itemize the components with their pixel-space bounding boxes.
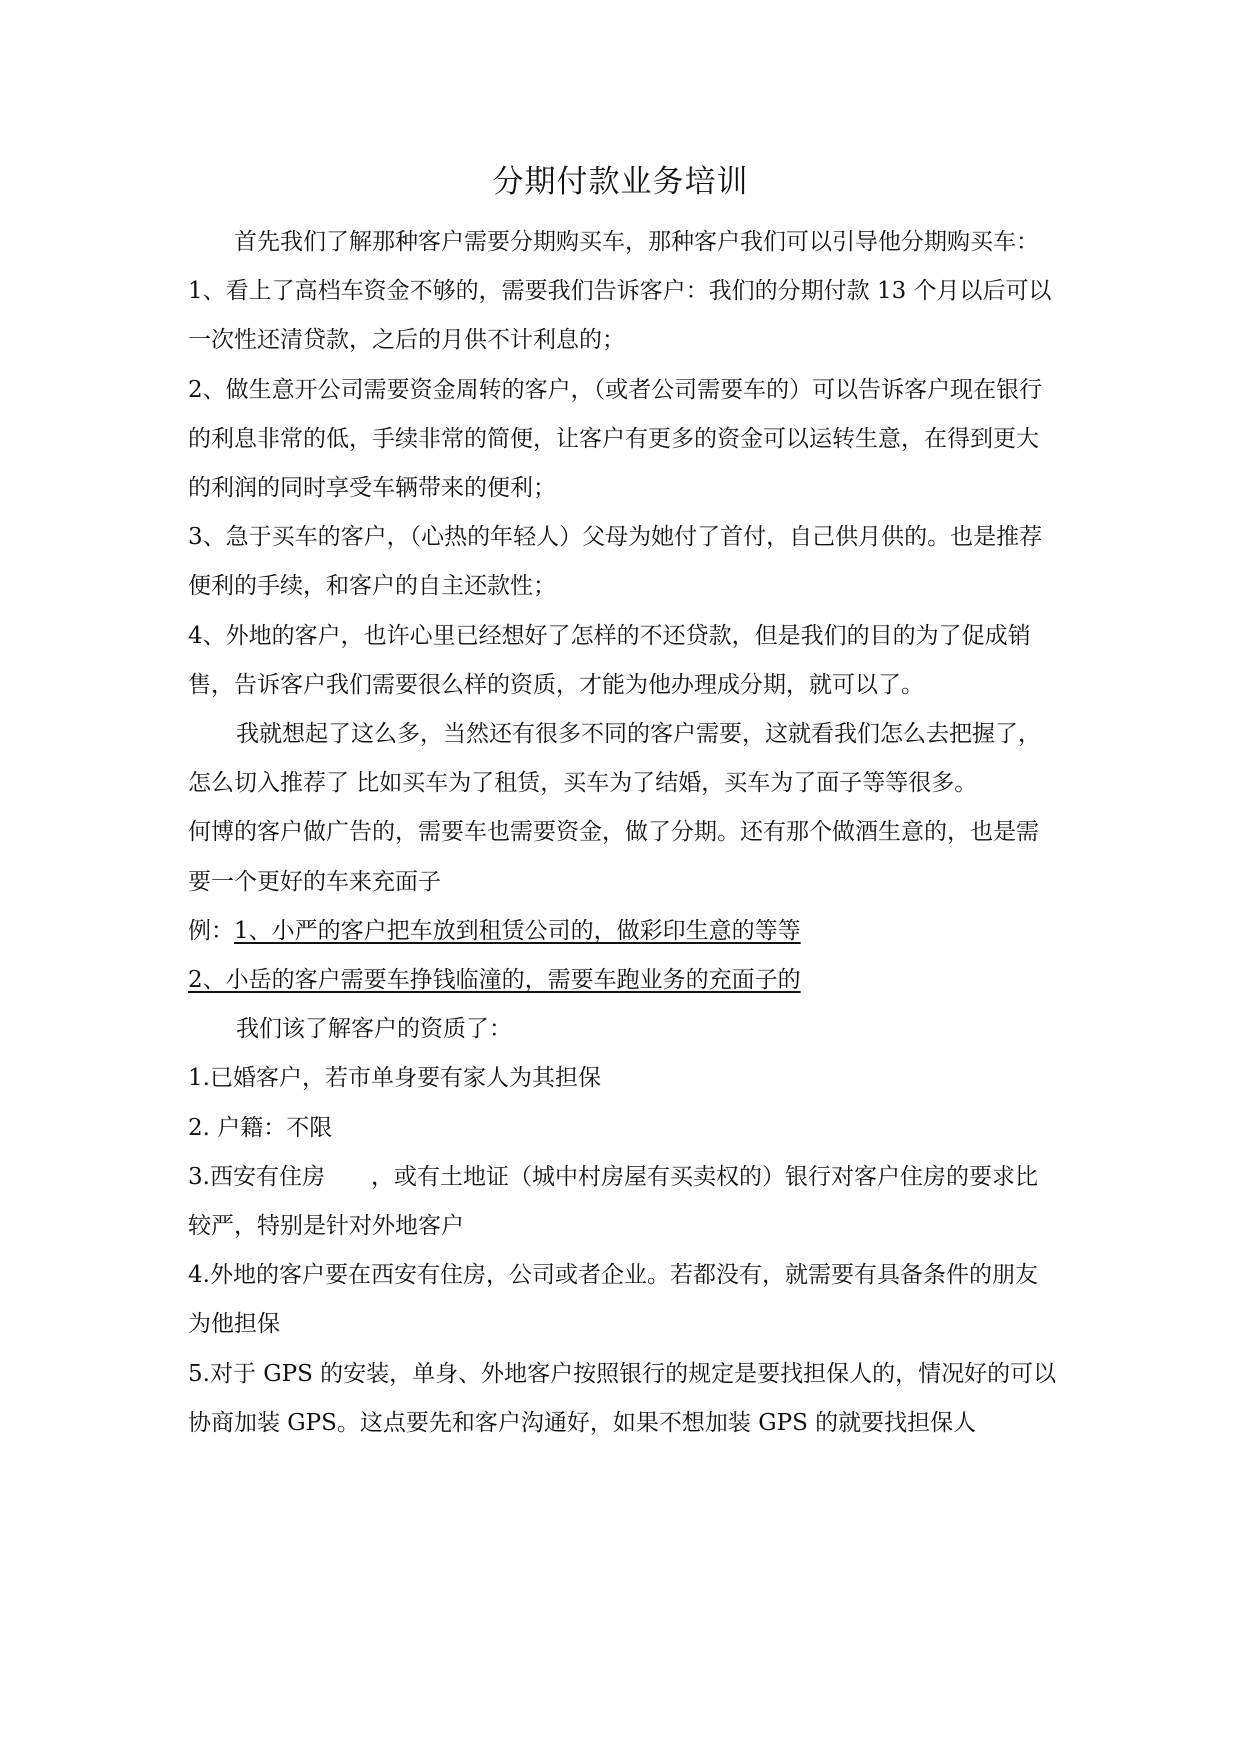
- paragraph-intro: 首先我们了解那种客户需要分期购买车，那种客户我们可以引导他分期购买车：: [234, 229, 1039, 255]
- document-body: [188, 218, 1058, 1448]
- paragraph-item-4: 4、外地的客户，也许心里已经想好了怎样的不还贷款，但是我们的目的为了促成销售，告诉客户我们需要很么样的资质，才能为他办理成分期，就可以了。: [188, 622, 1031, 698]
- example-2: 2、小岳的客户需要车挣钱临潼的，需要车跑业务的充面子的: [188, 967, 801, 994]
- qualification-3: 3.西安有住房 ，或有土地证（城中村房屋有买卖权的）银行对客户住房的要求比较严，特别是针对外地客户: [188, 1163, 1038, 1240]
- example-line-1: [188, 907, 1058, 956]
- example-prefix: 例：: [188, 917, 234, 944]
- qualification-5: 5.对于 GPS 的安装，单身、外地客户按照银行的规定是要找担保人的，情况好的可以协商加装 GPS。这点要先和客户沟通好，如果不想加装 GPS 的就要找担保人: [188, 1360, 1057, 1436]
- example-1: 1、小严的客户把车放到租赁公司的，做彩印生意的等等: [234, 917, 801, 944]
- qualification-2: 2. 户籍：不限: [188, 1114, 333, 1141]
- example-line-2: [188, 956, 1058, 1005]
- paragraph-item-3: 3、急于买车的客户，（心热的年轻人）父母为她付了首付，自己供月供的。也是推荐便利的手续，和客户的自主还款性；: [188, 524, 1043, 600]
- qualification-4: 4.外地的客户要在西安有住房，公司或者企业。若都没有，就需要有具备条件的朋友为他担保: [188, 1262, 1038, 1338]
- document-title: 分期付款业务培训: [492, 164, 749, 200]
- paragraph-item-1: 1、看上了高档车资金不够的，需要我们告诉客户：我们的分期付款 13 个月以后可以一次性还清贷款，之后的月供不计利息的；: [188, 278, 1052, 354]
- qualification-1: 1.已婚客户，若市单身要有家人为其担保: [188, 1065, 601, 1092]
- paragraph-summary: 我就想起了这么多，当然还有很多不同的客户需要，这就看我们怎么去把握了，怎么切入推荐了 比如买车为了租赁，买车为了结婚，买车为了面子等等很多。: [188, 721, 1041, 797]
- qualification-intro: 我们该了解客户的资质了：: [236, 1016, 512, 1043]
- paragraph-item-2: 2、做生意开公司需要资金周转的客户，（或者公司需要车的）可以告诉客户现在银行的利息非常的低，手续非常的简便，让客户有更多的资金可以运转生意，在得到更大的利润的同时享受车辆带来的便利；: [188, 376, 1043, 502]
- paragraph-case: 何博的客户做广告的，需要车也需要资金，做了分期。还有那个做酒生意的，也是需要一个更好的车来充面子: [188, 819, 1039, 895]
